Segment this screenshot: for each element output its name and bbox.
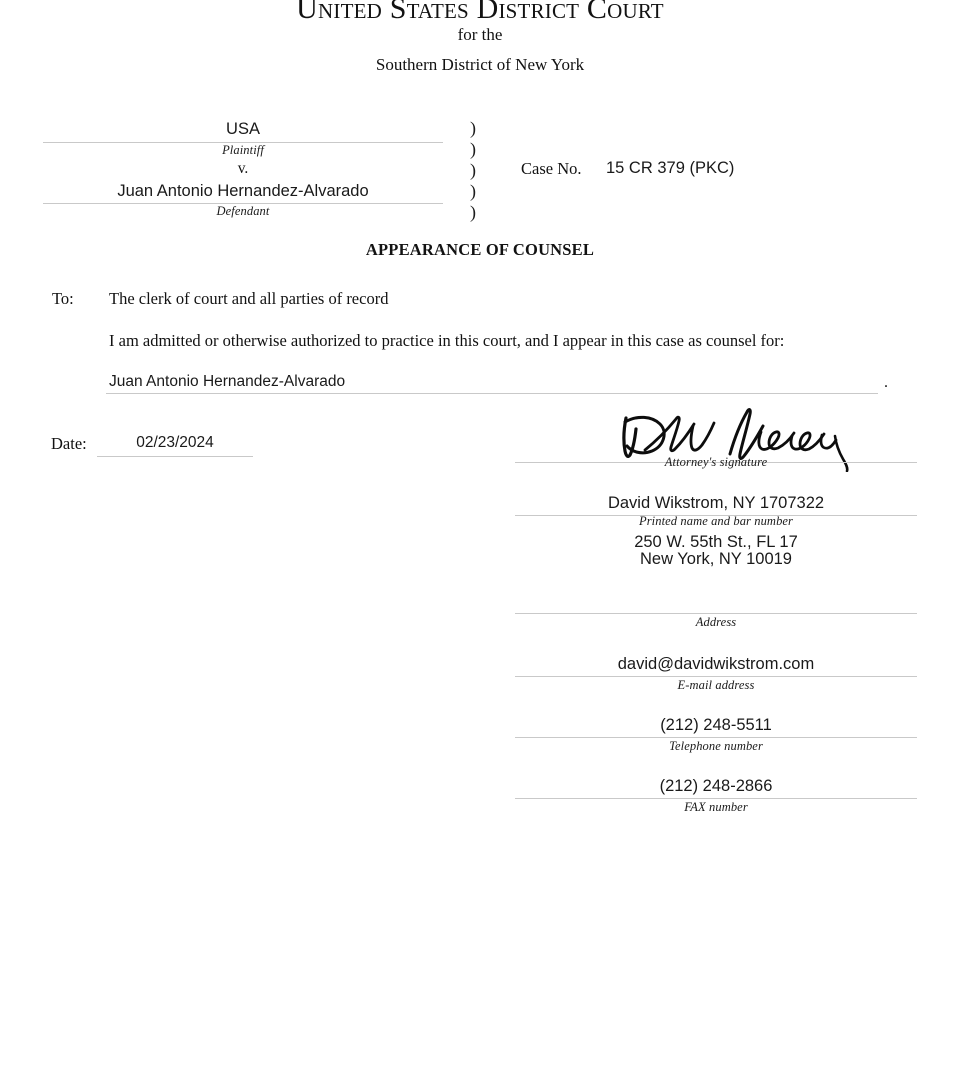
defendant-label: Defendant <box>216 204 270 218</box>
counsel-for-rule <box>106 393 878 394</box>
email-rule <box>515 676 917 677</box>
date-label: Date: <box>51 434 87 453</box>
telephone-value: (212) 248-5511 <box>660 716 772 734</box>
plaintiff-label: Plaintiff <box>222 143 264 157</box>
printed-name-value: David Wikstrom, NY 1707322 <box>607 494 825 512</box>
fax-value: (212) 248-2866 <box>659 777 773 795</box>
telephone-label: Telephone number <box>669 739 763 753</box>
date-rule <box>97 456 253 457</box>
counsel-for-value: Juan Antonio Hernandez-Alvarado <box>109 373 346 390</box>
caption-paren-3: ) <box>470 160 476 180</box>
email-value: david@davidwikstrom.com <box>617 655 815 673</box>
fax-label: FAX number <box>684 800 748 814</box>
printed-name-label: Printed name and bar number <box>638 514 794 528</box>
versus-label: v. <box>237 160 249 177</box>
case-caption <box>0 0 960 232</box>
date-value: 02/23/2024 <box>136 434 214 451</box>
counsel-for-period: . <box>884 374 888 391</box>
telephone-rule <box>515 737 917 738</box>
case-number-value: 15 CR 379 (PKC) <box>606 159 735 177</box>
caption-paren-5: ) <box>470 202 476 222</box>
address-line-2: New York, NY 10019 <box>640 550 792 568</box>
address-line-1: 250 W. 55th St., FL 17 <box>634 533 798 551</box>
caption-paren-4: ) <box>470 181 476 201</box>
signature-label: Attorney's signature <box>664 455 768 469</box>
to-recipient-text: The clerk of court and all parties of record <box>109 289 389 308</box>
court-title: United States District Court <box>296 0 664 25</box>
document-title: APPEARANCE OF COUNSEL <box>365 240 595 259</box>
address-label: Address <box>695 615 737 629</box>
fax-rule <box>515 798 917 799</box>
defendant-value: Juan Antonio Hernandez-Alvarado <box>117 182 369 200</box>
plaintiff-value: USA <box>226 120 260 138</box>
to-label: To: <box>52 289 74 308</box>
admission-statement: I am admitted or otherwise authorized to practice in this court, and I appear in this case as counsel for: <box>109 331 785 350</box>
caption-paren-2: ) <box>470 139 476 159</box>
address-rule <box>515 613 917 614</box>
email-label: E-mail address <box>677 678 755 692</box>
court-for-the-label: for the <box>457 25 503 44</box>
caption-paren-1: ) <box>470 118 476 138</box>
case-number-label: Case No. <box>521 159 582 178</box>
court-district-name: Southern District of New York <box>375 55 585 74</box>
